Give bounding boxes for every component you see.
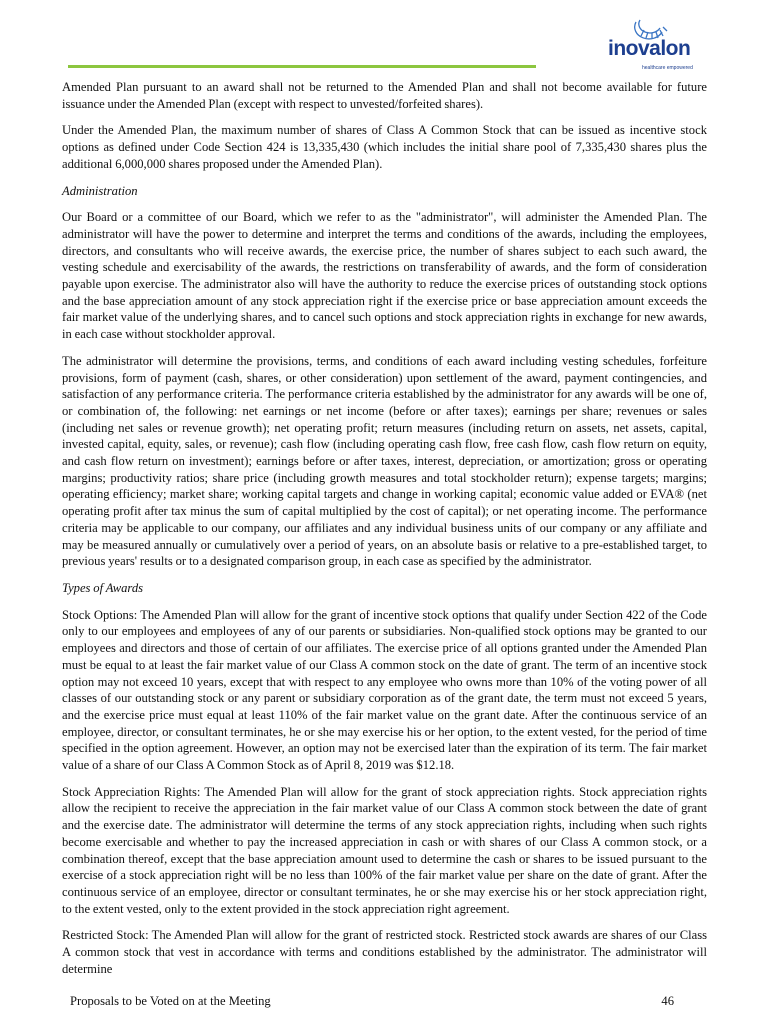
paragraph: Under the Amended Plan, the maximum number of shares of Class A Common Stock that can be issued as incentive stock options as defined under Code Section 424 is 13,335,430 (which includes the initial share pool of 7,335,430 shares plus the additional 6,000,000 shares proposed under the Amended Plan). [62, 123, 707, 171]
paragraph: Our Board or a committee of our Board, which we refer to as the "administrator", will administer the Amended Plan. The administrator will have the power to determine and interpret the terms and conditions of the awards, including the employees, directors, and consultants who will receive awards, the exercise price, the number of shares subject to each such award, the vesting schedule and exercisability of the awards, the restrictions on transferability of awards, and the form of consideration payable upon exercise. The administrator also will have the authority to reduce the exercise prices of outstanding stock options and the base appreciation amount of any stock appreciation right if the exercise price or base appreciation amount exceeds the fair market value of the underlying shares, and to cancel such options and stock appreciation rights in exchange for new awards, in each case without stockholder approval. [62, 210, 707, 342]
company-logo [600, 18, 710, 76]
section-heading: Types of Awards [62, 580, 144, 595]
page-number: 46 [661, 994, 674, 1009]
logo-tagline: healthcare empowered [642, 65, 693, 71]
paragraph: The administrator will determine the provisions, terms, and conditions of each award including vesting schedules, forfeiture provisions, form of payment (cash, shares, or other consideration) upon settlement of the award, payment contingencies, and satisfaction of any performance criteria. The performance criteria established by the administrator for any awards will be one of, or combination of, the following: net earnings or net income (before or after taxes); earnings per share; revenues or sales (including net sales or revenue growth); net operating profit; return measures (including return on assets, net assets, capital, invested capital, equity, sales, or revenue); cash flow (including operating cash flow, free cash flow, cash flow return on equity, and cash flow return on investment); earnings before or after taxes, interest, depreciation, or amortization; gross or operating margins; productivity ratios; share price (including growth measures and total stockholder return); expense targets; margins; operating efficiency; market share; working capital targets and change in working capital; economic value added or EVA® (net operating profit after tax minus the sum of capital multiplied by the cost of capital); or net operating income. The performance criteria may be applicable to our company, our affiliates and any individual business units of our company or any affiliate and may be measured annually or cumulatively over a period of years, on an absolute basis or relative to a pre-established target, to previous years' results or to a designated comparison group, in each case as specified by the administrator. [62, 353, 707, 569]
paragraph: Stock Options: The Amended Plan will allow for the grant of incentive stock options that qualify under Section 422 of the Code only to our employees and employees of any of our parents or subsidiaries. Non-qualified stock options may be granted to our employees and directors and those of certain of our affiliates. The exercise price of all options granted under the Amended Plan must be equal to at least the fair market value of our Class A common stock on the date of grant. The term of an incentive stock option may not exceed 10 years, except that with respect to any employee who owns more than 10% of the voting power of all classes of our outstanding stock or any parent or subsidiary corporation as of the grant date, the term must not exceed 5 years, and the exercise price must equal at least 110% of the fair market value on the grant date. After the continuous service of an employee, director, or consultant terminates, he or she may exercise his or her option, to the extent vested, for the period of time specified in the option agreement. However, an option may not be exercised later than the expiration of its term. The fair market value of a share of our Class A Common Stock as of April 8, 2019 was $12.18. [62, 607, 707, 773]
section-heading: Administration [62, 183, 138, 198]
paragraph: Restricted Stock: The Amended Plan will allow for the grant of restricted stock. Restricted stock awards are shares of our Class A common stock that vest in accordance with terms and conditions established by the administrator. The administrator will determine [62, 928, 707, 976]
page-footer [70, 993, 674, 1009]
logo-text: inovalon [608, 37, 691, 60]
document-body [62, 79, 707, 977]
paragraph: Stock Appreciation Rights: The Amended Plan will allow for the grant of stock appreciation rights. Stock appreciation rights allow the recipient to receive the appreciation in the fair market value of our Class A common stock between the date of grant and the exercise date. The administrator will determine the terms of any stock appreciation rights, including when such rights become exercisable and whether to pay the increased appreciation in cash or with shares of our Class A common stock, or a combination thereof, except that the base appreciation amount used to determine the cash or shares to be issued pursuant to the exercise of a stock appreciation right will be no less than 100% of the fair market value per share on the date of grant. After the continuous service of an employee, director or consultant terminates, he or she may exercise his or her stock appreciation right, to the extent vested, only to the extent provided in the stock appreciation right agreement. [62, 784, 707, 916]
footer-title: Proposals to be Voted on at the Meeting [70, 994, 271, 1009]
paragraph: Amended Plan pursuant to an award shall not be returned to the Amended Plan and shall not become available for future issuance under the Amended Plan (except with respect to unvested/forfeited shares). [62, 80, 707, 111]
header-rule [68, 65, 536, 68]
